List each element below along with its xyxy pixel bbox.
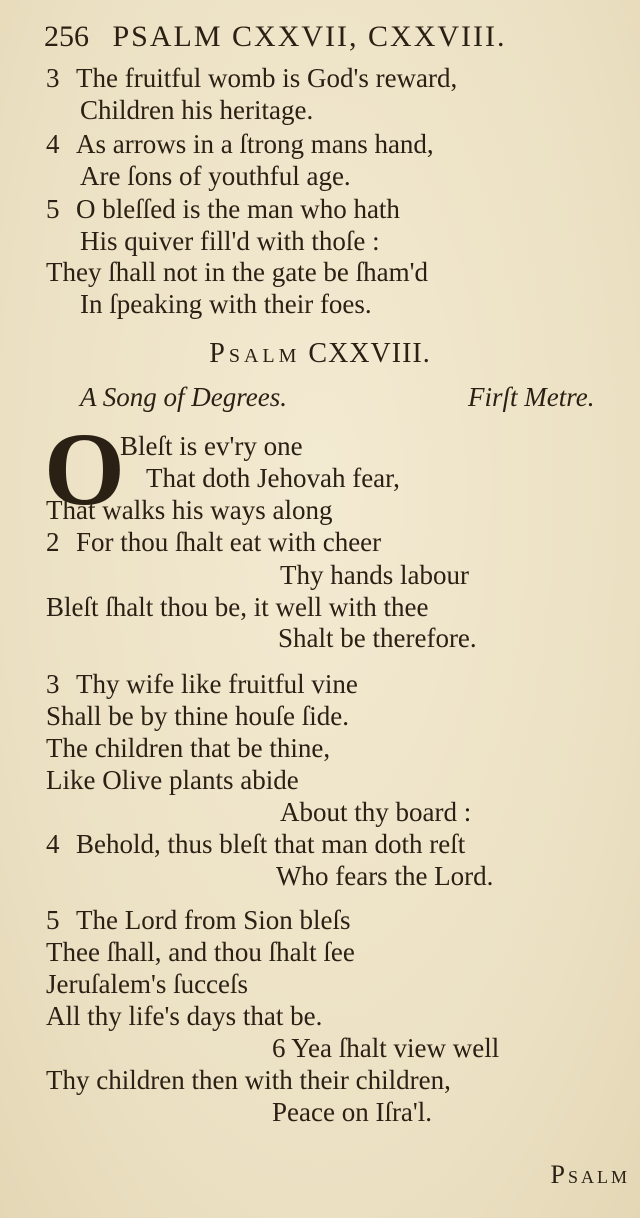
verse-line: Thee ſhall, and thou ſhalt ſee: [46, 937, 355, 967]
verse-line: Who fears the Lord.: [276, 861, 494, 891]
verse-line: 4 Behold, thus bleſt that man doth reſt: [46, 829, 466, 859]
verse-line: Thy hands labour: [280, 560, 469, 590]
verse-line: Thy children then with their children,: [46, 1065, 451, 1095]
verse-line: 2 For thou ſhalt eat with cheer: [46, 527, 382, 557]
catchword: Psalm: [550, 1160, 630, 1189]
verse-line: In ſpeaking with their foes.: [80, 289, 372, 319]
verse-line: The children that be thine,: [46, 733, 331, 763]
verse-line: Shall be by thine houſe ſide.: [46, 701, 349, 731]
verse-line: Children his heritage.: [80, 95, 314, 125]
verse-line: That doth Jehovah fear,: [146, 463, 400, 493]
running-header: [44, 20, 604, 54]
verse-line: Bleſt is ev'ry one: [120, 431, 303, 461]
verse-line: They ſhall not in the gate be ſham'd: [46, 257, 429, 287]
verse-line: His quiver fill'd with thoſe :: [80, 226, 380, 256]
metre-label: Firſt Metre.: [468, 382, 595, 412]
drop-cap: O: [44, 412, 125, 527]
verse-line: All thy life's days that be.: [46, 1001, 323, 1031]
verse-line: 6 Yea ſhalt view well: [272, 1033, 500, 1063]
page-number: 256: [44, 20, 89, 53]
verse-line: 4 As arrows in a ſtrong mans hand,: [46, 129, 434, 159]
running-title: PSALM CXXVII, CXXVIII.: [112, 20, 507, 53]
verse-line: Are ſons of youthful age.: [80, 161, 351, 191]
verse-line: Shalt be therefore.: [278, 623, 477, 653]
verse-line: 5 O bleſſed is the man who hath: [46, 194, 400, 224]
verse-line: About thy board :: [280, 797, 472, 827]
verse-line: Like Olive plants abide: [46, 765, 299, 795]
verse-line: 3 The fruitful womb is God's reward,: [46, 63, 458, 93]
verse-line: 5 The Lord from Sion bleſs: [46, 905, 351, 935]
verse-line: Bleſt ſhalt thou be, it well with thee: [46, 592, 429, 622]
psalm-heading: Psalm CXXVIII.: [209, 338, 431, 369]
verse-line: 3 Thy wife like fruitful vine: [46, 669, 358, 699]
psalm-subtitle: A Song of Degrees.: [80, 382, 287, 412]
verse-line: Peace on Iſra'l.: [272, 1097, 433, 1127]
verse-line: Jeruſalem's ſucceſs: [46, 969, 249, 999]
verse-line: That walks his ways along: [46, 495, 333, 525]
